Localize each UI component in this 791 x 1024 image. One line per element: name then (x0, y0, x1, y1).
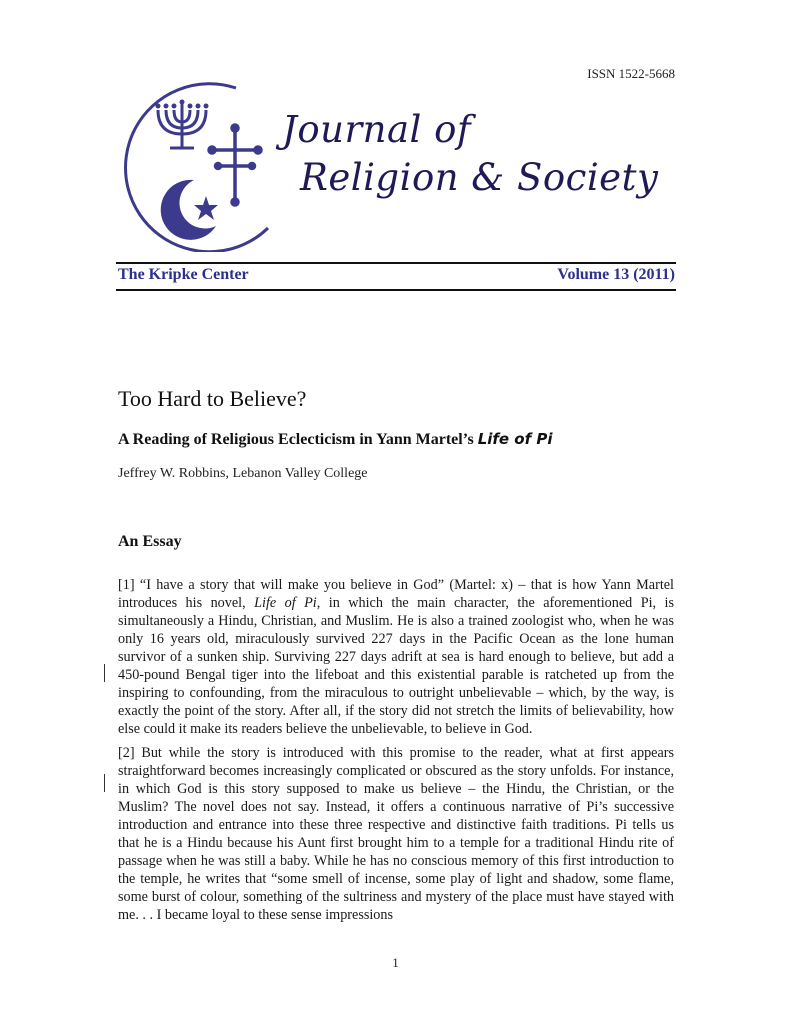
journal-title (282, 106, 658, 202)
paragraph-1 (118, 576, 674, 738)
journal-title-line2: Religion & Society (300, 156, 659, 199)
subtitle-book-title: Life of Pi (477, 430, 553, 448)
subtitle-text: A Reading of Religious Eclecticism in Yann Martel’s (118, 431, 478, 448)
paragraph-1-book-title: Life of Pi (254, 595, 317, 611)
section-heading: An Essay (118, 533, 182, 550)
issn: ISSN 1522-5668 (587, 66, 675, 81)
cross-icon (209, 125, 261, 205)
change-bar (104, 774, 105, 792)
author-line: Jeffrey W. Robbins, Lebanon Valley College (118, 466, 368, 481)
volume-label: Volume 13 (2011) (557, 266, 675, 283)
page-number: 1 (392, 955, 399, 970)
journal-title-line1: Journal of (282, 108, 472, 151)
paragraph-1-text-a: [1] “I have a story that will make you believe in God” (Martel: x) – that is how Yann Martel introduces his novel, (118, 577, 674, 611)
header-rule-bottom (116, 289, 676, 291)
article-subtitle (118, 430, 553, 449)
journal-logo (118, 76, 278, 252)
article-title: Too Hard to Believe? (118, 386, 307, 411)
center-name: The Kripke Center (118, 266, 249, 283)
article-body (118, 576, 674, 930)
header-rule-top (116, 262, 676, 264)
crescent-star-icon (161, 180, 218, 240)
paragraph-1-text-b: , in which the main character, the aforementioned Pi, is simultaneously a Hindu, Christian, and Muslim. He is also a trained zoologist who, when he was only 16 years old, miraculously survived 227 days in the Pacific Ocean as the lone human survivor of a sunken ship. Surviving 227 days adrift at sea is hard enough to believe, but add a 450-pound Bengal tiger into the lifeboat and this existential parable is ratcheted up from the inspiring to confounding, from the miraculous to outright unbelievable – which, by the way, is exactly the point of the story. After all, if the story did not stretch the limits of believability, how else could it make its readers believe the unbelievable, to believe in God. (118, 595, 674, 737)
menorah-icon (158, 104, 206, 148)
change-bar (104, 664, 105, 682)
paragraph-2: [2] But while the story is introduced with this promise to the reader, what at first appears straightforward becomes increasingly complicated or obscured as the story unfolds. For instance, in which God is this story supposed to make us believe – the Hindu, the Christian, or the Muslim? The novel does not say. Instead, it offers a continuous narrative of Pi’s successive introduction and entrance into these three respective and distinctive faith traditions. Pi tells us that he is a Hindu because his Aunt first brought him to a temple for a traditional Hindu rite of passage when he was still a baby. While he has no conscious memory of this first introduction to the temple, he writes that “some smell of incense, some play of light and shadow, some flame, some burst of colour, something of the sultriness and mystery of the place must have stayed with me. . . I became loyal to these sense impressions (118, 745, 674, 923)
